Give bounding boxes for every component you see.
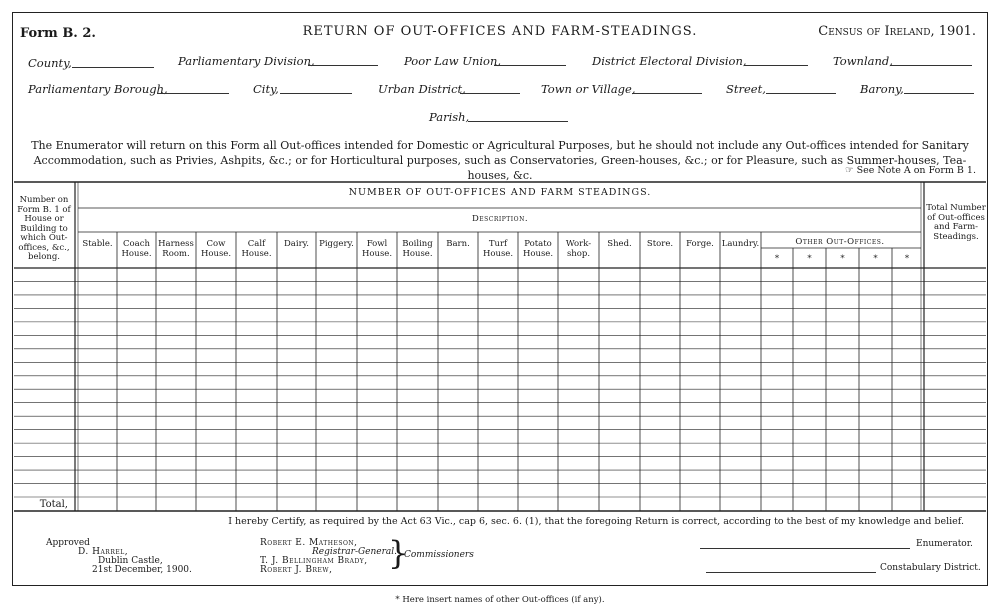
group-header: NUMBER OF OUT-OFFICES AND FARM STEADINGS. xyxy=(348,187,652,198)
last-col-header: Total Number of Out-offices and Farm-Steadings. xyxy=(926,203,986,242)
field-townland: Townland, xyxy=(833,54,893,68)
description-header: Description. xyxy=(471,214,529,224)
field-town-or-village: Town or Village, xyxy=(541,82,636,96)
field-barony: Barony, xyxy=(860,82,904,96)
approved-place: Dublin Castle, xyxy=(98,556,163,566)
column-header: Shed. xyxy=(607,239,632,249)
see-note: ☞ See Note A on Form B 1. xyxy=(845,165,976,176)
constabulary-label: Constabulary District. xyxy=(880,563,981,573)
column-header: Turf House. xyxy=(482,239,514,259)
enumerator-label: Enumerator. xyxy=(916,539,973,549)
commissioner-3: Robert J. Brew, xyxy=(260,565,333,575)
column-header: Harness Room. xyxy=(158,239,194,259)
constabulary-signature-line[interactable] xyxy=(706,572,876,573)
field-county: County, xyxy=(28,56,72,70)
commissioners-label: Commissioners xyxy=(404,550,474,560)
enumerator-signature-line[interactable] xyxy=(700,548,910,549)
column-header: Work-shop. xyxy=(565,239,592,259)
first-col-header: Number on Form B. 1 of House or Building to which Out-offices, &c., belong. xyxy=(17,195,71,262)
census-label: Census of Ireland, 1901. xyxy=(818,24,976,39)
total-label: Total, xyxy=(39,499,68,510)
field-city: City, xyxy=(253,82,279,96)
column-header: Potato House. xyxy=(522,239,554,259)
commissioners-brace: } xyxy=(388,534,409,572)
approved-label: Approved xyxy=(46,538,90,548)
column-header: Dairy. xyxy=(283,239,310,249)
certify-text: I hereby Certify, as required by the Act 63 Vic., cap 6, sec. 6. (1), that the foregoing Return is correct, according to the best of my knowledge and belief. xyxy=(228,516,964,527)
other-office-mark: * xyxy=(904,254,910,264)
instructions-text: The Enumerator will return on this Form all Out-offices intended for Domestic or Agricultural Purposes, but he should not include any Out-offices intended for Sanitary Accommodation, such as Privies, Ashpits, &c.; or for Horticultural purposes, such as Conservatories, Green-houses, &c.; or for Pleasure, such as Summer-houses, Tea-houses, &c. xyxy=(31,139,969,182)
other-header: Other Out-Offices. xyxy=(795,237,885,247)
field-parliamentary-division: Parliamentary Division, xyxy=(178,54,315,68)
column-header: Laundry. xyxy=(721,239,760,249)
column-header: Barn. xyxy=(446,239,470,249)
commissioner-1: Robert E. Matheson, xyxy=(260,538,358,548)
approved-date: 21st December, 1900. xyxy=(92,565,192,575)
commissioner-1-title: Registrar-General. xyxy=(312,547,398,557)
footnote: * Here insert names of other Out-offices (if any). xyxy=(395,595,605,605)
field-district-electoral-division: District Electoral Division, xyxy=(592,54,747,68)
other-office-mark: * xyxy=(840,254,845,264)
approved-name: D. Harrel, xyxy=(78,547,129,557)
column-header: Piggery. xyxy=(319,239,354,249)
form-title: RETURN OF OUT-OFFICES AND FARM-STEADINGS. xyxy=(302,24,698,39)
column-header: Coach House. xyxy=(121,239,152,259)
field-parish: Parish, xyxy=(429,110,470,124)
other-office-mark: * xyxy=(807,254,812,264)
field-poor-law-union: Poor Law Union, xyxy=(404,54,502,68)
column-header: Cow House. xyxy=(200,239,232,259)
column-header: Boiling House. xyxy=(402,239,433,259)
commissioner-2: T. J. Bellingham Brady, xyxy=(260,556,368,566)
column-header: Store. xyxy=(646,239,674,249)
form-id: Form B. 2. xyxy=(20,26,96,41)
column-header: Stable. xyxy=(82,239,113,249)
field-parliamentary-borough: Parliamentary Borough, xyxy=(28,82,168,96)
other-office-mark: * xyxy=(774,254,780,264)
column-header: Calf House. xyxy=(241,239,272,259)
field-street: Street, xyxy=(726,82,766,96)
column-header: Fowl House. xyxy=(361,239,393,259)
other-office-mark: * xyxy=(873,254,878,264)
column-header: Forge. xyxy=(686,239,714,249)
field-urban-district: Urban District, xyxy=(378,82,466,96)
